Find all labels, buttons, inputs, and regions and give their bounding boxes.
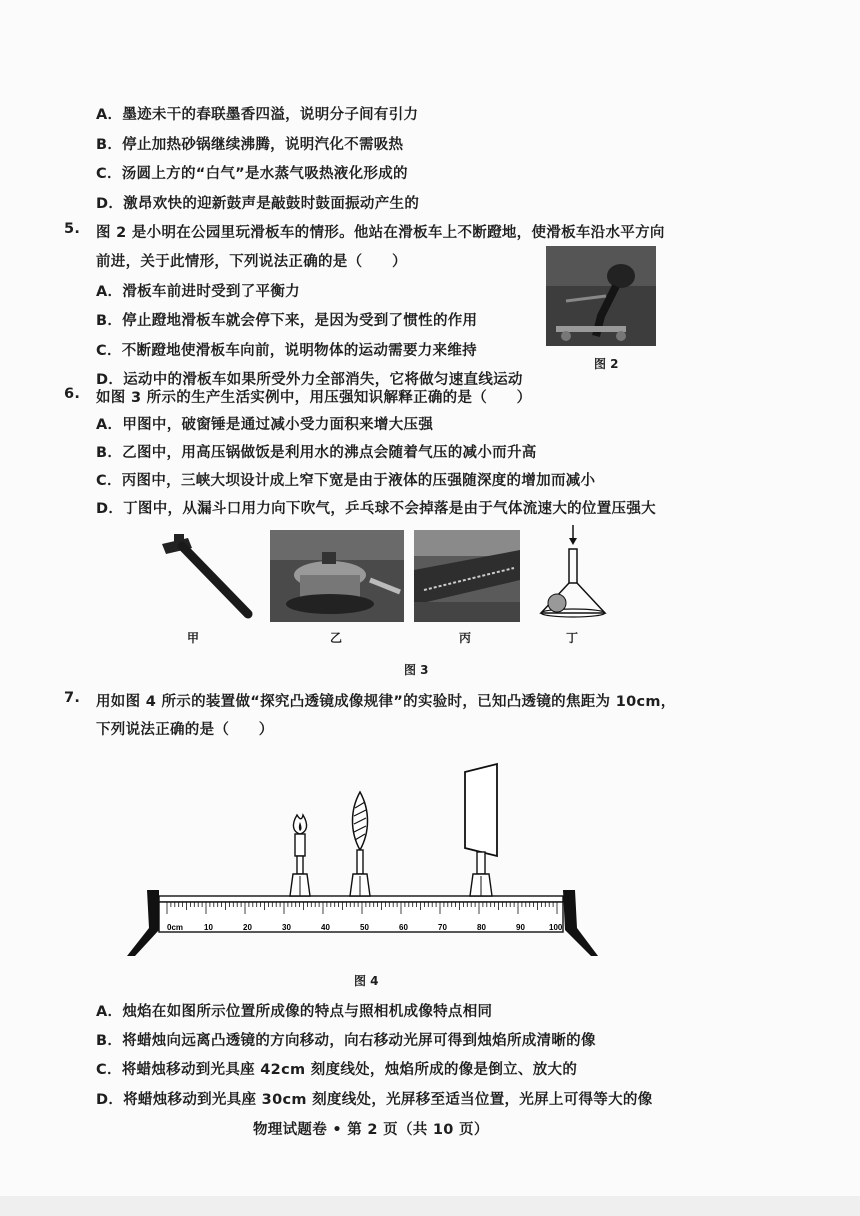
q7-number: 7.: [64, 690, 81, 706]
ruler-label-30: 30: [282, 923, 291, 932]
ruler-label-60: 60: [399, 923, 408, 932]
ruler-label-90: 90: [516, 923, 525, 932]
q7-option-b: B．将蜡烛向远离凸透镜的方向移动，向右移动光屏可得到烛焰所成清晰的像: [96, 1033, 596, 1049]
q5-number: 5.: [64, 221, 81, 237]
scooter-photo: [546, 246, 656, 346]
q7-option-a: A．烛焰在如图所示位置所成像的特点与照相机成像特点相同: [96, 1004, 493, 1020]
q6-option-c: C．丙图中，三峡大坝设计成上窄下宽是由于液体的压强随深度的增加而减小: [96, 473, 596, 489]
ruler-label-50: 50: [360, 923, 369, 932]
page-footer: 物理试题卷 • 第 2 页（共 10 页）: [253, 1122, 489, 1138]
q7-stem-line1: 用如图 4 所示的装置做“探究凸透镜成像规律”的实验时，已知凸透镜的焦距为 10cm，: [96, 694, 676, 710]
pressure-cooker-photo: [270, 530, 404, 622]
q5-option-b: B．停止蹬地滑板车就会停下来，是因为受到了惯性的作用: [96, 313, 478, 329]
ruler-label-20: 20: [243, 923, 252, 932]
q4-option-d: D．激昂欢快的迎新鼓声是敲鼓时鼓面振动产生的: [96, 196, 420, 212]
q6-number: 6.: [64, 386, 81, 402]
figure-3-label-ding: 丁: [566, 631, 579, 645]
ruler-label-70: 70: [438, 923, 447, 932]
q7-option-d: D．将蜡烛移动到光具座 30cm 刻度线处，光屏移至适当位置，光屏上可得等大的像: [96, 1092, 653, 1108]
ruler-label-10: 10: [204, 923, 213, 932]
funnel-illustration: [537, 525, 609, 625]
q4-option-a: A．墨迹未干的春联墨香四溢，说明分子间有引力: [96, 107, 419, 123]
figure-3-label-bing: 丙: [459, 631, 472, 645]
q7-stem-line2: 下列说法正确的是（ ）: [96, 722, 274, 738]
q5-option-a: A．滑板车前进时受到了平衡力: [96, 284, 300, 300]
q5-option-d: D．运动中的滑板车如果所受外力全部消失，它将做匀速直线运动: [96, 372, 523, 388]
ruler-label-100: 100: [549, 923, 563, 932]
q5-stem-line2: 前进，关于此情形，下列说法正确的是（ ）: [96, 254, 407, 270]
q6-option-b: B．乙图中，用高压锅做饭是利用水的沸点会随着气压的减小而升高: [96, 445, 537, 461]
ruler-label-0: 0cm: [167, 923, 184, 932]
q4-option-c: C．汤圆上方的“白气”是水蒸气吸热液化形成的: [96, 166, 408, 182]
left-stand: [127, 890, 159, 956]
q4-option-b: B．停止加热砂锅继续沸腾，说明汽化不需吸热: [96, 137, 404, 153]
q7-option-c: C．将蜡烛移动到光具座 42cm 刻度线处，烛焰所成的像是倒立、放大的: [96, 1062, 578, 1078]
q5-option-c: C．不断蹬地使滑板车向前，说明物体的运动需要力来维持: [96, 343, 477, 359]
light-screen: [465, 764, 497, 896]
q6-option-a: A．甲图中，破窗锤是通过减小受力面积来增大压强: [96, 417, 434, 433]
right-stand: [563, 890, 598, 956]
figure-2-caption: 图 2: [594, 357, 619, 371]
rail-top: [159, 896, 563, 902]
hammer-illustration: [160, 532, 260, 624]
q6-option-d: D．丁图中，从漏斗口用力向下吹气，乒乓球不会掉落是由于气体流速大的位置压强大: [96, 501, 656, 517]
optical-bench-figure: [125, 760, 600, 960]
candle: [290, 815, 310, 896]
convex-lens: [350, 792, 370, 896]
q6-stem: 如图 3 所示的生产生活实例中，用压强知识解释正确的是（ ）: [96, 390, 532, 406]
figure-4-caption: 图 4: [354, 974, 379, 988]
dam-photo: [414, 530, 520, 622]
scan-border: [0, 1196, 860, 1216]
ruler-label-40: 40: [321, 923, 330, 932]
figure-3-caption: 图 3: [404, 663, 429, 677]
figure-3-label-jia: 甲: [187, 631, 200, 645]
figure-3-label-yi: 乙: [330, 631, 343, 645]
q5-stem-line1: 图 2 是小明在公园里玩滑板车的情形。他站在滑板车上不断蹬地，使滑板车沿水平方向: [96, 225, 665, 241]
ruler-label-80: 80: [477, 923, 486, 932]
